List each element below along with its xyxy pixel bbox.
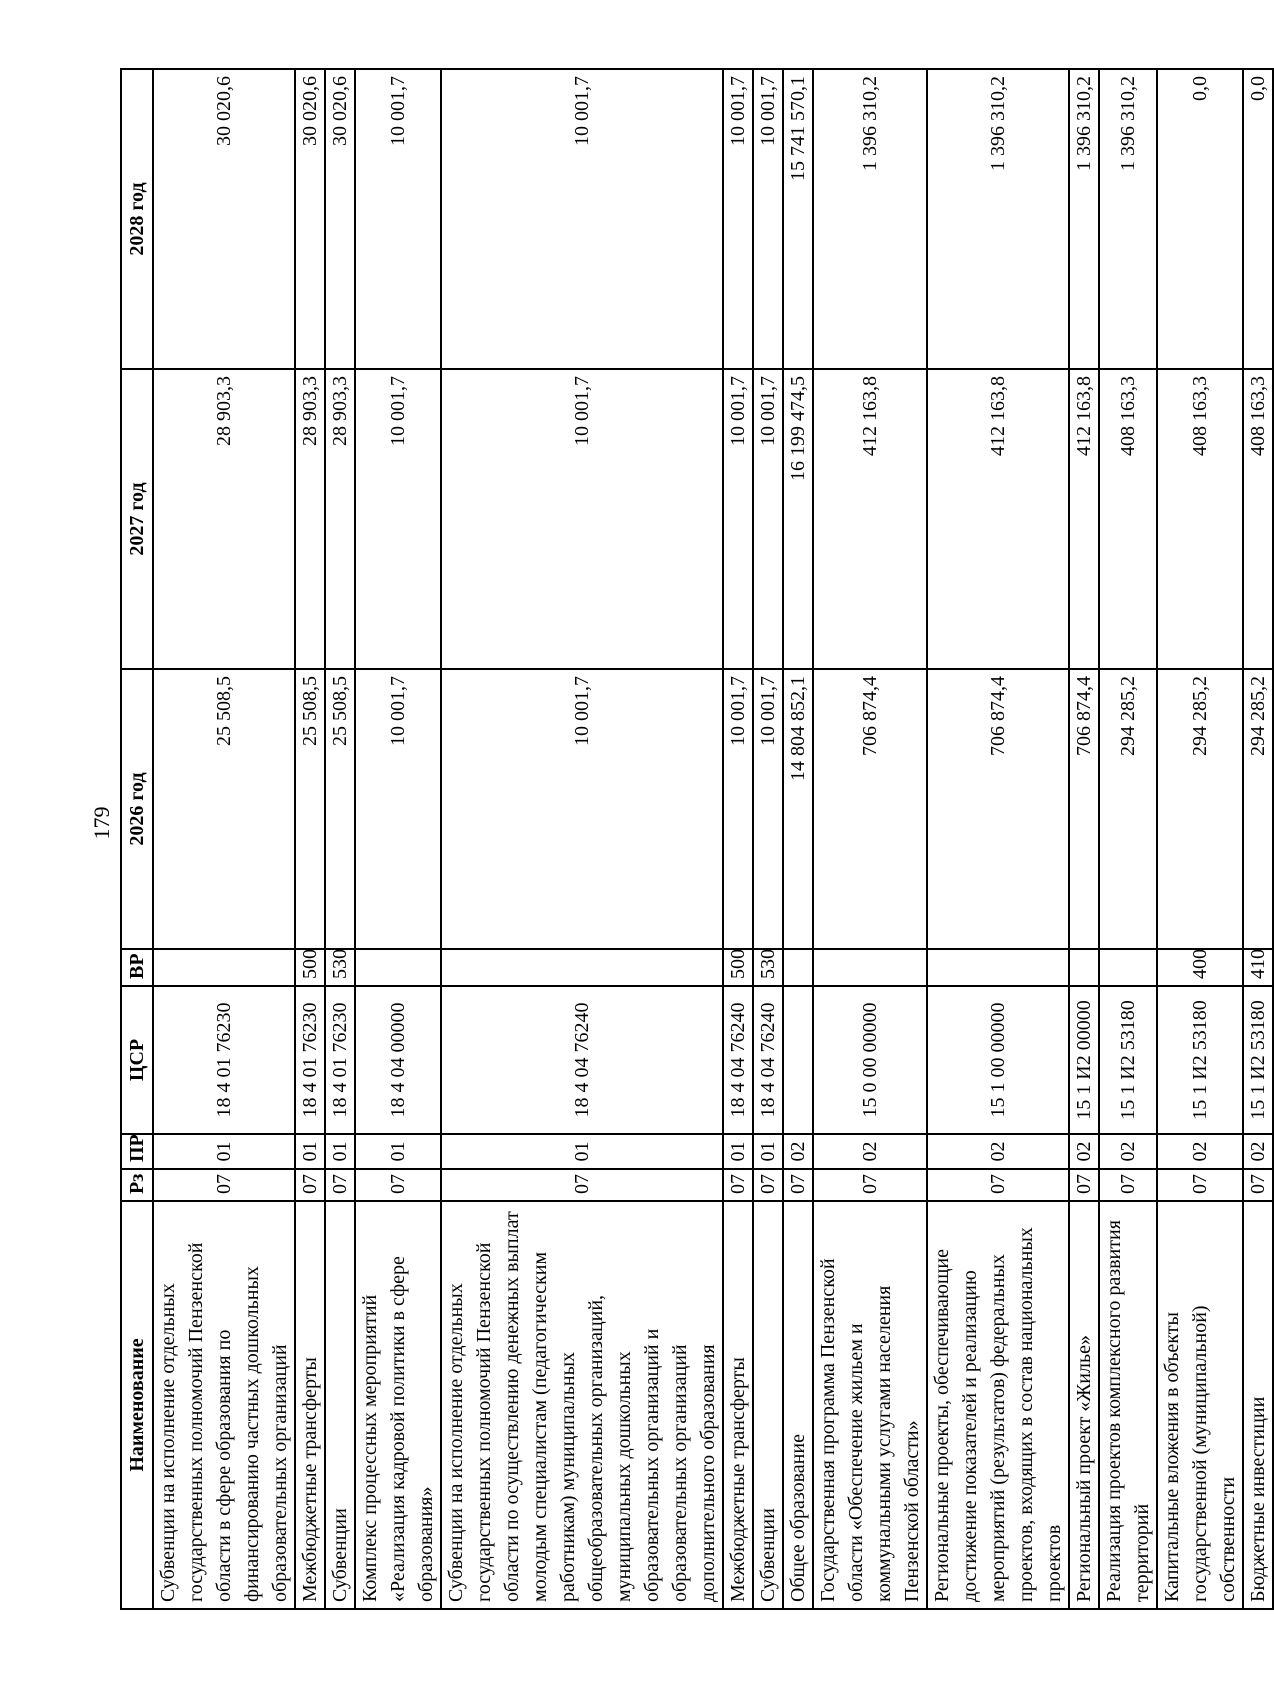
cell-name: Государственная программа Пензенской области «Обеспечение жильем и коммунальными услугами населения Пензенской области» — [813, 1201, 927, 1609]
cell-2028: 0,0 — [1243, 69, 1273, 369]
cell-rz: 07 — [295, 1169, 325, 1201]
cell-name: Реализация проектов комплексного развития территорий — [1099, 1201, 1157, 1609]
cell-2026: 706 874,4 — [1069, 669, 1099, 949]
cell-name: Общее образование — [783, 1201, 813, 1609]
page-number: 179 — [89, 806, 114, 840]
cell-2028: 30 020,6 — [153, 69, 295, 369]
cell-name: Субвенции на исполнение отдельных государственных полномочий Пензенской области в сфере образования по финансированию частных дошкольных образовательных организаций — [153, 1201, 295, 1609]
cell-vr: 400 — [1157, 949, 1243, 986]
cell-2026: 294 285,2 — [1243, 669, 1273, 949]
cell-vr: 530 — [753, 949, 783, 986]
col-header-2027: 2027 год — [121, 369, 153, 669]
table-row — [1069, 69, 1099, 1609]
cell-2028: 1 396 310,2 — [1099, 69, 1157, 369]
cell-pr: 02 — [1243, 1134, 1273, 1169]
cell-csr: 18 4 01 76230 — [325, 986, 355, 1134]
cell-rz: 07 — [783, 1169, 813, 1201]
cell-vr — [153, 949, 295, 986]
cell-vr — [783, 949, 813, 986]
cell-pr: 01 — [153, 1134, 295, 1169]
cell-name: Комплекс процессных мероприятий «Реализация кадровой политики в сфере образования» — [355, 1201, 441, 1609]
cell-2027: 408 163,3 — [1157, 369, 1243, 669]
cell-2027: 28 903,3 — [153, 369, 295, 669]
cell-name: Межбюджетные трансферты — [295, 1201, 325, 1609]
cell-rz: 07 — [355, 1169, 441, 1201]
cell-rz: 07 — [153, 1169, 295, 1201]
cell-vr: 530 — [325, 949, 355, 986]
cell-2026: 10 001,7 — [441, 669, 723, 949]
col-header-csr: ЦСР — [121, 986, 153, 1134]
cell-rz: 07 — [1069, 1169, 1099, 1201]
cell-2028: 1 396 310,2 — [813, 69, 927, 369]
table-row — [1099, 69, 1157, 1609]
cell-name: Субвенции — [753, 1201, 783, 1609]
cell-pr: 02 — [783, 1134, 813, 1169]
col-header-2026: 2026 год — [121, 669, 153, 949]
cell-vr — [1099, 949, 1157, 986]
cell-vr — [1069, 949, 1099, 986]
cell-name: Бюджетные инвестиции — [1243, 1201, 1273, 1609]
cell-csr: 15 1 И2 53180 — [1157, 986, 1243, 1134]
cell-pr: 02 — [813, 1134, 927, 1169]
cell-vr — [355, 949, 441, 986]
cell-csr: 15 1 И2 53180 — [1243, 986, 1273, 1134]
cell-csr: 15 1 И2 00000 — [1069, 986, 1099, 1134]
cell-name: Субвенции на исполнение отдельных государственных полномочий Пензенской области по осуществлению денежных выплат молодым специалистам (педагогическим работникам) муниципальных общеобразовательных организаций, муниципальных дошкольных образовательных организаций и образовательных организаций дополнительного образования — [441, 1201, 723, 1609]
table-row — [753, 69, 783, 1609]
cell-pr: 01 — [355, 1134, 441, 1169]
cell-2028: 15 741 570,1 — [783, 69, 813, 369]
cell-pr: 02 — [1157, 1134, 1243, 1169]
cell-csr: 18 4 04 76240 — [441, 986, 723, 1134]
cell-2027: 10 001,7 — [355, 369, 441, 669]
cell-2028: 0,0 — [1157, 69, 1243, 369]
cell-2027: 28 903,3 — [325, 369, 355, 669]
cell-2028: 10 001,7 — [753, 69, 783, 369]
cell-vr — [813, 949, 927, 986]
cell-2028: 10 001,7 — [355, 69, 441, 369]
cell-csr: 18 4 01 76230 — [153, 986, 295, 1134]
cell-2028: 10 001,7 — [441, 69, 723, 369]
cell-rz: 07 — [325, 1169, 355, 1201]
table-row — [723, 69, 753, 1609]
cell-vr — [927, 949, 1069, 986]
budget-table — [120, 68, 1274, 1610]
cell-name: Региональные проекты, обеспечивающие достижение показателей и реализацию мероприятий (результатов) федеральных проектов, входящих в состав национальных проектов — [927, 1201, 1069, 1609]
col-header-rz: Рз — [121, 1169, 153, 1201]
cell-2026: 25 508,5 — [295, 669, 325, 949]
col-header-pr: ПР — [121, 1134, 153, 1169]
cell-2026: 294 285,2 — [1099, 669, 1157, 949]
col-header-vr: ВР — [121, 949, 153, 986]
cell-rz: 07 — [1099, 1169, 1157, 1201]
cell-2026: 10 001,7 — [753, 669, 783, 949]
cell-rz: 07 — [813, 1169, 927, 1201]
cell-pr: 01 — [325, 1134, 355, 1169]
cell-2026: 294 285,2 — [1157, 669, 1243, 949]
cell-2026: 25 508,5 — [325, 669, 355, 949]
cell-rz: 07 — [927, 1169, 1069, 1201]
cell-csr — [783, 986, 813, 1134]
cell-csr: 15 0 00 00000 — [813, 986, 927, 1134]
cell-rz: 07 — [1157, 1169, 1243, 1201]
cell-2027: 10 001,7 — [753, 369, 783, 669]
table-row — [927, 69, 1069, 1609]
cell-2027: 10 001,7 — [723, 369, 753, 669]
cell-pr: 01 — [295, 1134, 325, 1169]
cell-2028: 30 020,6 — [325, 69, 355, 369]
rotated-table-container — [120, 70, 1269, 1610]
cell-csr: 18 4 01 76230 — [295, 986, 325, 1134]
table-row — [1243, 69, 1273, 1609]
col-header-name: Наименование — [121, 1201, 153, 1609]
cell-2027: 408 163,3 — [1243, 369, 1273, 669]
cell-2027: 408 163,3 — [1099, 369, 1157, 669]
cell-csr: 18 4 04 76240 — [753, 986, 783, 1134]
cell-2026: 706 874,4 — [813, 669, 927, 949]
cell-pr: 01 — [723, 1134, 753, 1169]
cell-csr: 15 1 00 00000 — [927, 986, 1069, 1134]
cell-2026: 14 804 852,1 — [783, 669, 813, 949]
cell-rz: 07 — [1243, 1169, 1273, 1201]
cell-vr: 410 — [1243, 949, 1273, 986]
cell-2026: 10 001,7 — [723, 669, 753, 949]
cell-2027: 10 001,7 — [441, 369, 723, 669]
cell-vr — [441, 949, 723, 986]
cell-vr: 500 — [295, 949, 325, 986]
table-row — [325, 69, 355, 1609]
cell-2027: 412 163,8 — [927, 369, 1069, 669]
table-row — [783, 69, 813, 1609]
cell-2026: 10 001,7 — [355, 669, 441, 949]
cell-2028: 10 001,7 — [723, 69, 753, 369]
cell-rz: 07 — [441, 1169, 723, 1201]
cell-csr: 18 4 04 00000 — [355, 986, 441, 1134]
cell-pr: 01 — [753, 1134, 783, 1169]
cell-2027: 412 163,8 — [1069, 369, 1099, 669]
col-header-2028: 2028 год — [121, 69, 153, 369]
cell-2027: 16 199 474,5 — [783, 369, 813, 669]
cell-pr: 02 — [1099, 1134, 1157, 1169]
cell-pr: 02 — [927, 1134, 1069, 1169]
table-row — [813, 69, 927, 1609]
table-row — [1157, 69, 1243, 1609]
cell-rz: 07 — [753, 1169, 783, 1201]
header-row — [121, 69, 153, 1609]
table-row — [355, 69, 441, 1609]
cell-pr: 02 — [1069, 1134, 1099, 1169]
cell-2026: 706 874,4 — [927, 669, 1069, 949]
cell-rz: 07 — [723, 1169, 753, 1201]
table-row — [441, 69, 723, 1609]
cell-2028: 1 396 310,2 — [1069, 69, 1099, 369]
cell-csr: 18 4 04 76240 — [723, 986, 753, 1134]
cell-name: Межбюджетные трансферты — [723, 1201, 753, 1609]
cell-2028: 1 396 310,2 — [927, 69, 1069, 369]
cell-csr: 15 1 И2 53180 — [1099, 986, 1157, 1134]
cell-name: Капитальные вложения в объекты государственной (муниципальной) собственности — [1157, 1201, 1243, 1609]
table-row — [153, 69, 295, 1609]
cell-name: Региональный проект «Жилье» — [1069, 1201, 1099, 1609]
table-row — [295, 69, 325, 1609]
cell-pr: 01 — [441, 1134, 723, 1169]
cell-name: Субвенции — [325, 1201, 355, 1609]
cell-2027: 28 903,3 — [295, 369, 325, 669]
cell-2027: 412 163,8 — [813, 369, 927, 669]
cell-vr: 500 — [723, 949, 753, 986]
cell-2028: 30 020,6 — [295, 69, 325, 369]
cell-2026: 25 508,5 — [153, 669, 295, 949]
